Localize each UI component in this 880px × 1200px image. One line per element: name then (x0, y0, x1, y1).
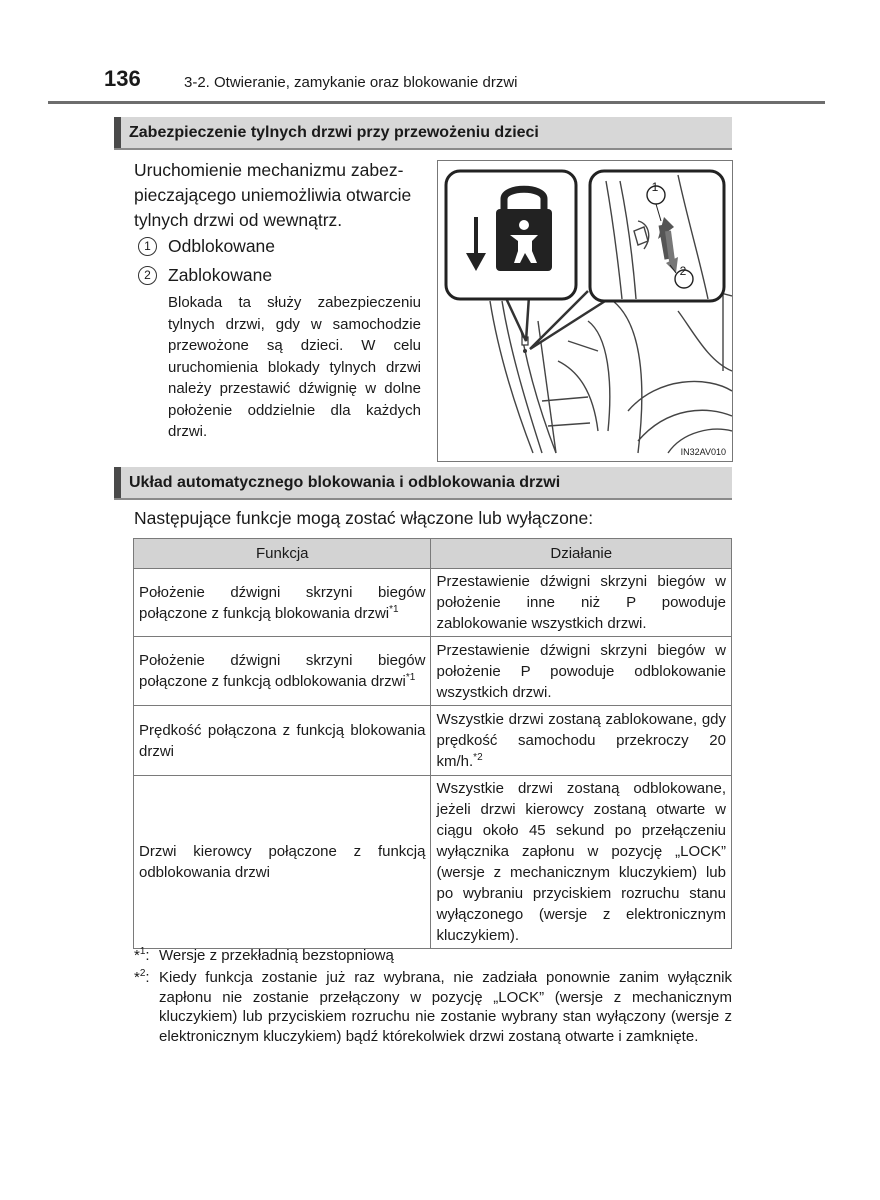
footnote-mark: *$^2$: (134, 968, 150, 986)
heading-bar (114, 117, 121, 148)
column-header-function: Funkcja (134, 539, 431, 569)
action-cell: Przestawienie dźwigni skrzyni biegów w położenie inne niż P powoduje zablokowanie wszystkich drzwi. (431, 569, 732, 637)
child-lock-figure (437, 160, 733, 462)
item-label: Odblokowane (168, 236, 276, 256)
section-intro: Następujące funkcje mogą zostać włączone lub wyłączone: (134, 508, 594, 528)
table-row (134, 637, 732, 706)
callout-number: 2 (138, 266, 157, 285)
table-row (134, 776, 732, 949)
item-label: Zablokowane (168, 265, 273, 285)
functions-table (133, 538, 732, 949)
column-header-action: Działanie (431, 539, 732, 569)
figure-callout-1: 1 (651, 180, 659, 194)
section-title: Układ automatycznego blokowania i odblokowania drzwi (129, 474, 561, 491)
footnote (134, 968, 732, 1046)
heading-bar (114, 467, 121, 498)
section-intro (134, 158, 411, 233)
footnote (134, 946, 732, 966)
intro-line: Uruchomienie mechanizmu zabez- (134, 160, 404, 180)
table-header-row (134, 539, 732, 569)
chapter-title: 3-2. Otwieranie, zamykanie oraz blokowanie drzwi (184, 74, 518, 91)
note-text: Blokada ta służy zabezpieczeniu tylnych drzwi, gdy w samochodzie przewożone są dzieci. W celu uruchomienia blokady tylnych drzwi należy przestawić dźwignię w dolne położenie oddzielnie dla każdych drzwi. (168, 294, 421, 440)
function-cell: Położenie dźwigni skrzyni biegów połączone z funkcją blokowania drzwi$^{*1}$ (134, 569, 431, 637)
header-rule (48, 101, 825, 104)
page-number: 136 (104, 66, 141, 91)
footnote-mark: *$^1$: (134, 946, 150, 964)
action-cell: Wszystkie drzwi zostaną zablokowane, gdy prędkość samochodu przekroczy 20 km/h.$^{*2}$ (431, 706, 732, 776)
section-heading-auto-lock (114, 467, 732, 500)
table-row (134, 706, 732, 776)
function-cell: Drzwi kierowcy połączone z funkcją odblokowania drzwi (134, 776, 431, 949)
door-illustration (438, 161, 732, 461)
list-item-locked (138, 265, 272, 286)
intro-line: tylnych drzwi od wewnątrz. (134, 210, 343, 230)
section-title: Zabezpieczenie tylnych drzwi przy przewożeniu dzieci (129, 124, 539, 141)
section-heading-child-lock (114, 117, 732, 150)
figure-code: IN32AV010 (680, 447, 726, 457)
intro-line: pieczającego uniemożliwia otwarcie (134, 185, 412, 205)
action-cell: Przestawienie dźwigni skrzyni biegów w położenie P powoduje odblokowanie wszystkich drzwi. (431, 637, 732, 706)
list-item-unlocked (138, 236, 275, 257)
function-cell: Prędkość połączona z funkcją blokowania drzwi (134, 706, 431, 776)
action-cell: Wszystkie drzwi zostaną odblokowane, jeżeli drzwi kierowcy zostaną otwarte w ciągu około 45 sekund po przełączeniu wyłącznika zapłonu w pozycję „LOCK” (wersje z mechanicznym kluczykiem) lub po wybraniu przyciskiem rozruchu stanu wyłączonego (wersje z elektronicznym kluczykiem). (431, 776, 732, 949)
footnote-text: Kiedy funkcja zostanie już raz wybrana, nie zadziała ponownie zanim wyłącznik zapłonu nie zostanie przełączony w pozycję „LOCK” (wersje z mechanicznym kluczykiem) lub przyciskiem rozruchu nie zostanie wybrany stan wyłączony (wersje z elektronicznym kluczykiem) bądź którekolwiek drzwi zostaną otwarte i zamknięte. (159, 969, 732, 1045)
figure-callout-2: 2 (679, 264, 687, 278)
function-cell: Położenie dźwigni skrzyni biegów połączone z funkcją odblokowania drzwi$^{*1}$ (134, 637, 431, 706)
callout-number: 1 (138, 237, 157, 256)
table-row (134, 569, 732, 637)
footnote-text: Wersje z przekładnią bezstopniową (159, 947, 394, 964)
